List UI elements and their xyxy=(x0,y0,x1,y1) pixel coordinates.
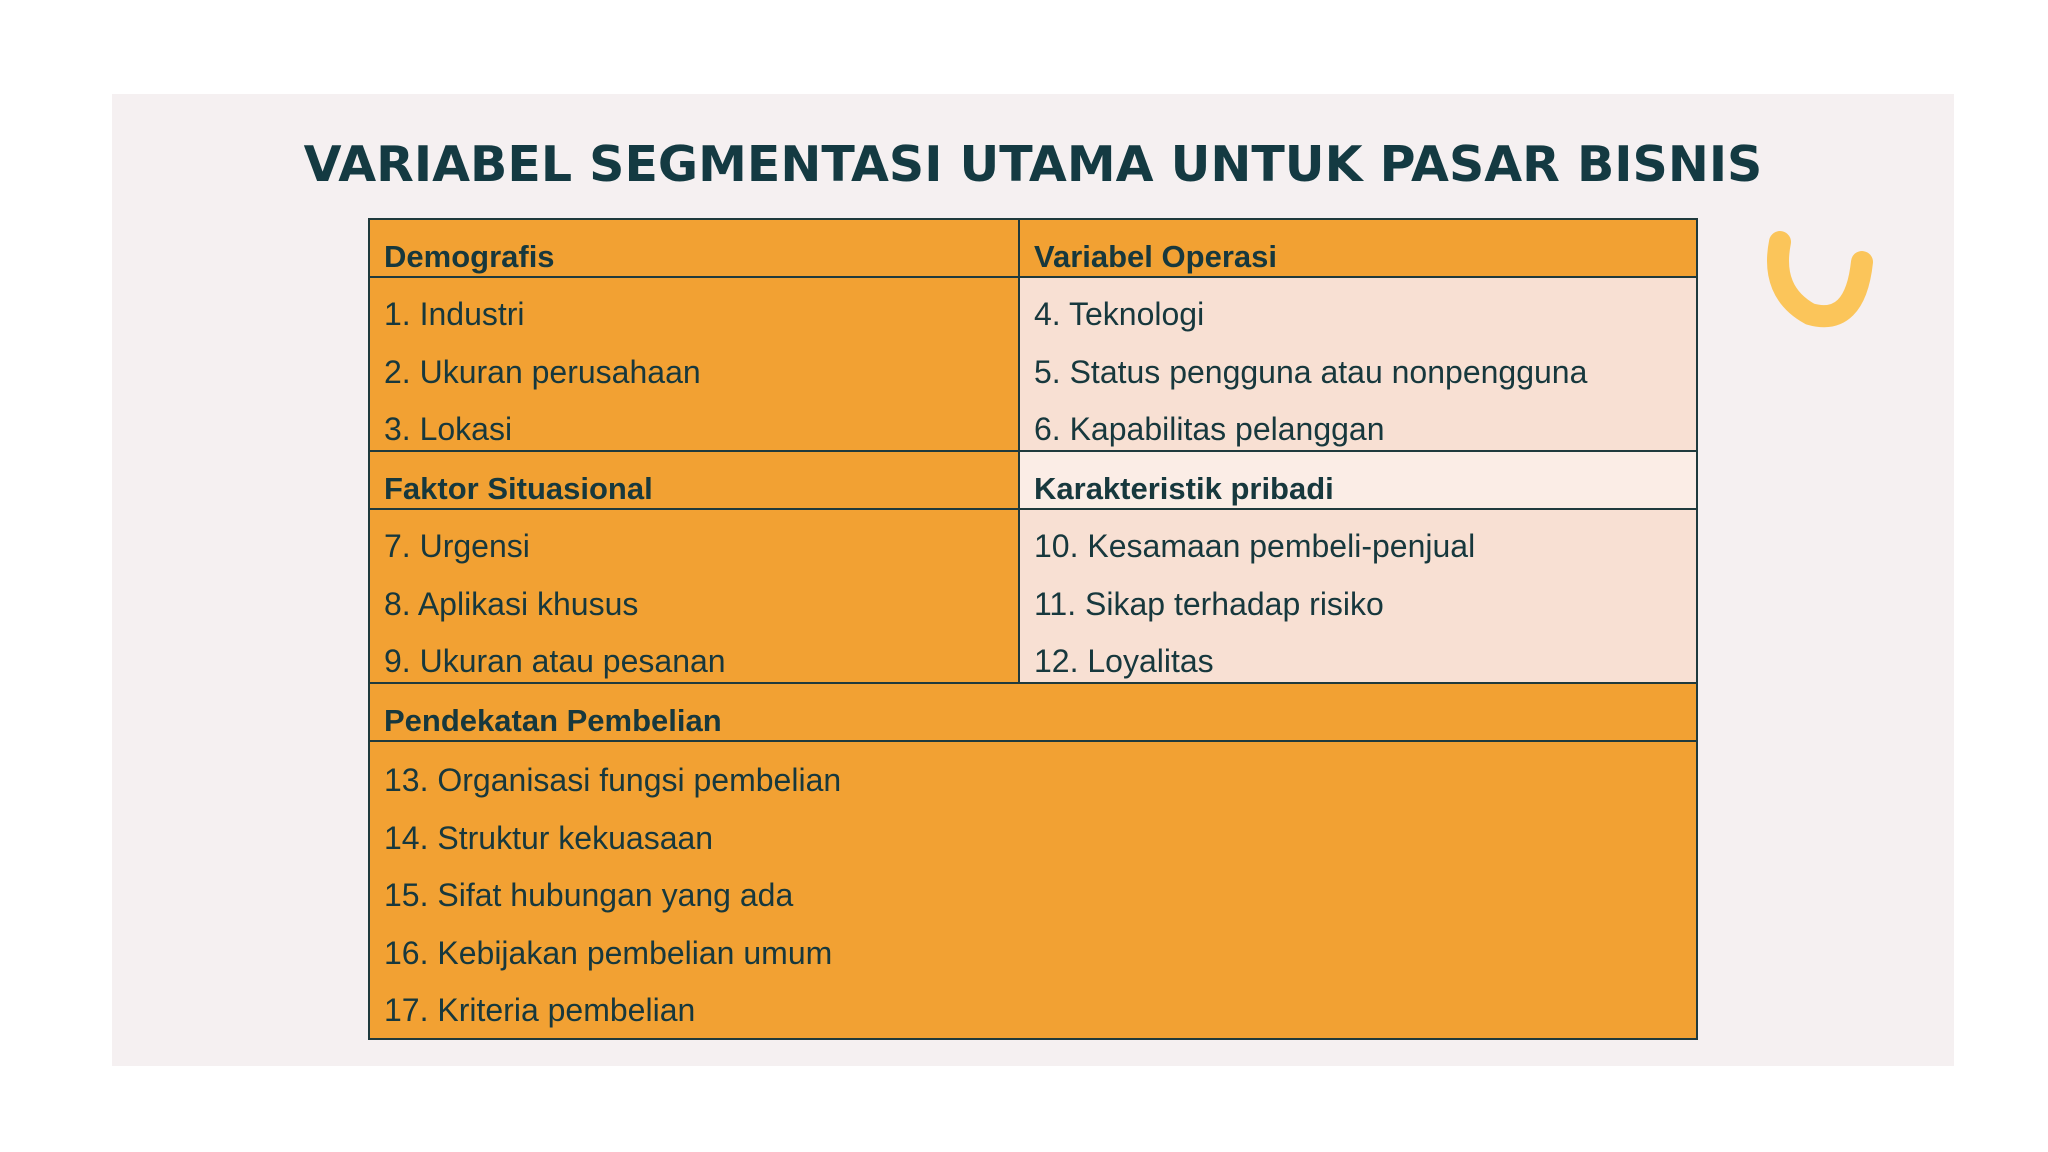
list-item: 2. Ukuran perusahaan xyxy=(384,353,701,390)
segmentation-table xyxy=(368,218,1698,1040)
yellow-arc-icon xyxy=(1760,222,1880,342)
variabel-operasi-heading xyxy=(1019,219,1697,277)
table-row xyxy=(369,741,1697,1039)
list-item: 8. Aplikasi khusus xyxy=(384,585,639,622)
list-item: 1. Industri xyxy=(384,296,525,332)
list-item: 15. Sifat hubungan yang ada xyxy=(384,877,794,913)
faktor-situasional-heading-text: Faktor Situasional xyxy=(384,471,653,506)
pendekatan-pembelian-items xyxy=(369,741,1697,1039)
pendekatan-pembelian-heading-text: Pendekatan Pembelian xyxy=(384,703,722,738)
list-item: 4. Teknologi xyxy=(1034,296,1205,332)
demografis-items xyxy=(369,277,1019,451)
demografis-heading xyxy=(369,219,1019,277)
karakteristik-pribadi-items xyxy=(1019,509,1697,683)
list-item: 17. Kriteria pembelian xyxy=(384,992,696,1028)
karakteristik-pribadi-heading-text: Karakteristik pribadi xyxy=(1034,471,1334,506)
slide-title: VARIABEL SEGMENTASI UTAMA UNTUK PASAR BISNIS xyxy=(303,136,1763,193)
list-item: 5. Status pengguna atau nonpengguna xyxy=(1034,353,1588,390)
pendekatan-pembelian-heading xyxy=(369,683,1697,741)
list-item: 9. Ukuran atau pesanan xyxy=(384,643,726,679)
table-row xyxy=(369,509,1697,683)
list-item: 10. Kesamaan pembeli-penjual xyxy=(1034,528,1476,564)
list-item: 7. Urgensi xyxy=(384,528,530,564)
table-row xyxy=(369,219,1697,277)
list-item: 13. Organisasi fungsi pembelian xyxy=(384,762,842,798)
list-item: 16. Kebijakan pembelian umum xyxy=(384,934,833,971)
variabel-operasi-items xyxy=(1019,277,1697,451)
table-row xyxy=(369,451,1697,509)
list-item: 11. Sikap terhadap risiko xyxy=(1034,585,1384,622)
list-item: 12. Loyalitas xyxy=(1034,643,1214,679)
faktor-situasional-items xyxy=(369,509,1019,683)
list-item: 6. Kapabilitas pelanggan xyxy=(1034,411,1385,447)
table-row xyxy=(369,683,1697,741)
faktor-situasional-heading xyxy=(369,451,1019,509)
karakteristik-pribadi-heading xyxy=(1019,451,1697,509)
list-item: 14. Struktur kekuasaan xyxy=(384,819,714,856)
list-item: 3. Lokasi xyxy=(384,411,513,447)
table-row xyxy=(369,277,1697,451)
variabel-operasi-heading-text: Variabel Operasi xyxy=(1034,239,1277,274)
demografis-heading-text: Demografis xyxy=(384,239,555,274)
slide xyxy=(112,94,1954,1066)
